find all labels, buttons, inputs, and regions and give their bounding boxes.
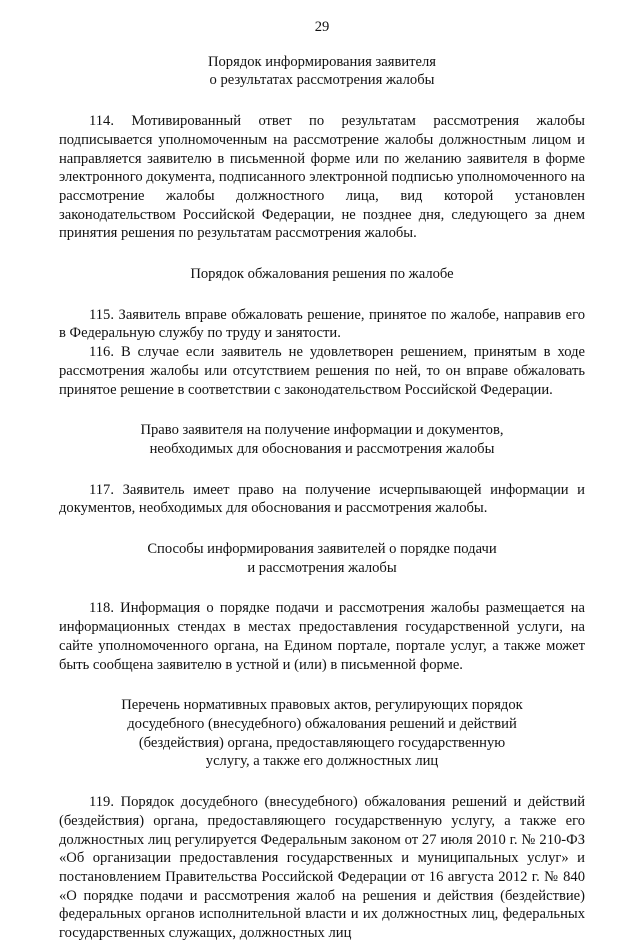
section-heading: Порядок обжалования решения по жалобе	[190, 266, 454, 283]
paragraph-116: 116. В случае если заявитель не удовлетворен решением, принятым в ходе рассмотрения жалобы или отсутствием решения по ней, то он вправе обжаловать принятое решение в соответствии с законодательством Российской Федерации.	[59, 344, 585, 398]
section-rights	[59, 421, 585, 518]
paragraph-114: 114. Мотивированный ответ по результатам рассмотрения жалобы подписывается уполномоченным на рассмотрение жалобы должностным лицом и направляется заявителю в письменной форме или по желанию заявителя в форме электронного документа, подписанного электронной подписью уполномоченного на рассмотрение жалобы должностного лица, вид которой установлен законодательством Российской Федерации, не позднее дня, следующего за днем принятия решения по результатам рассмотрения жалобы.	[59, 113, 585, 242]
paragraph-117: 117. Заявитель имеет право на получение исчерпывающей информации и документов, необходимых для обоснования и рассмотрения жалобы.	[59, 481, 585, 517]
paragraph-118: 118. Информация о порядке подачи и рассмотрения жалобы размещается на информационных стендах в местах предоставления государственной услуги, на сайте уполномоченного органа, на Едином портале, портале услуг, а также может быть сообщена заявителю в устной и (или) в письменной форме.	[59, 600, 585, 673]
section-methods	[59, 540, 585, 674]
section-appeal	[59, 265, 585, 399]
paragraph-115: 115. Заявитель вправе обжаловать решение, принятое по жалобе, направив его в Федеральную службу по труду и занятости.	[59, 306, 585, 342]
section-informing	[59, 53, 585, 243]
section-legal-acts	[59, 696, 585, 942]
section-heading: Порядок информирования заявителя о результатах рассмотрения жалобы	[207, 53, 437, 89]
section-heading: Перечень нормативных правовых актов, регулирующих порядок досудебного (внесудебного) обжалования решений и действий (бездействия) органа, предоставляющего государственную услугу, а также его должностных лиц	[121, 697, 523, 770]
section-heading: Право заявителя на получение информации и документов, необходимых для обоснования и рассмотрения жалобы	[140, 422, 504, 457]
page-number: 29	[314, 19, 330, 35]
section-heading: Способы информирования заявителей о порядке подачи и рассмотрения жалобы	[147, 541, 497, 576]
paragraph-119: 119. Порядок досудебного (внесудебного) обжалования решений и действий (бездействия) органа, предоставляющего государственную услугу, а также его должностных лиц регулируется Федеральным законом от 27 июля 2010 г. № 210-ФЗ «Об организации предоставления государственных и муниципальных услуг» и постановлением Правительства Российской Федерации от 16 августа 2012 г. № 840 «О порядке подачи и рассмотрения жалоб на решения и действия (бездействие) федеральных органов исполнительной власти и их должностных лиц, федеральных государственных служащих, должностных лиц	[59, 794, 585, 942]
